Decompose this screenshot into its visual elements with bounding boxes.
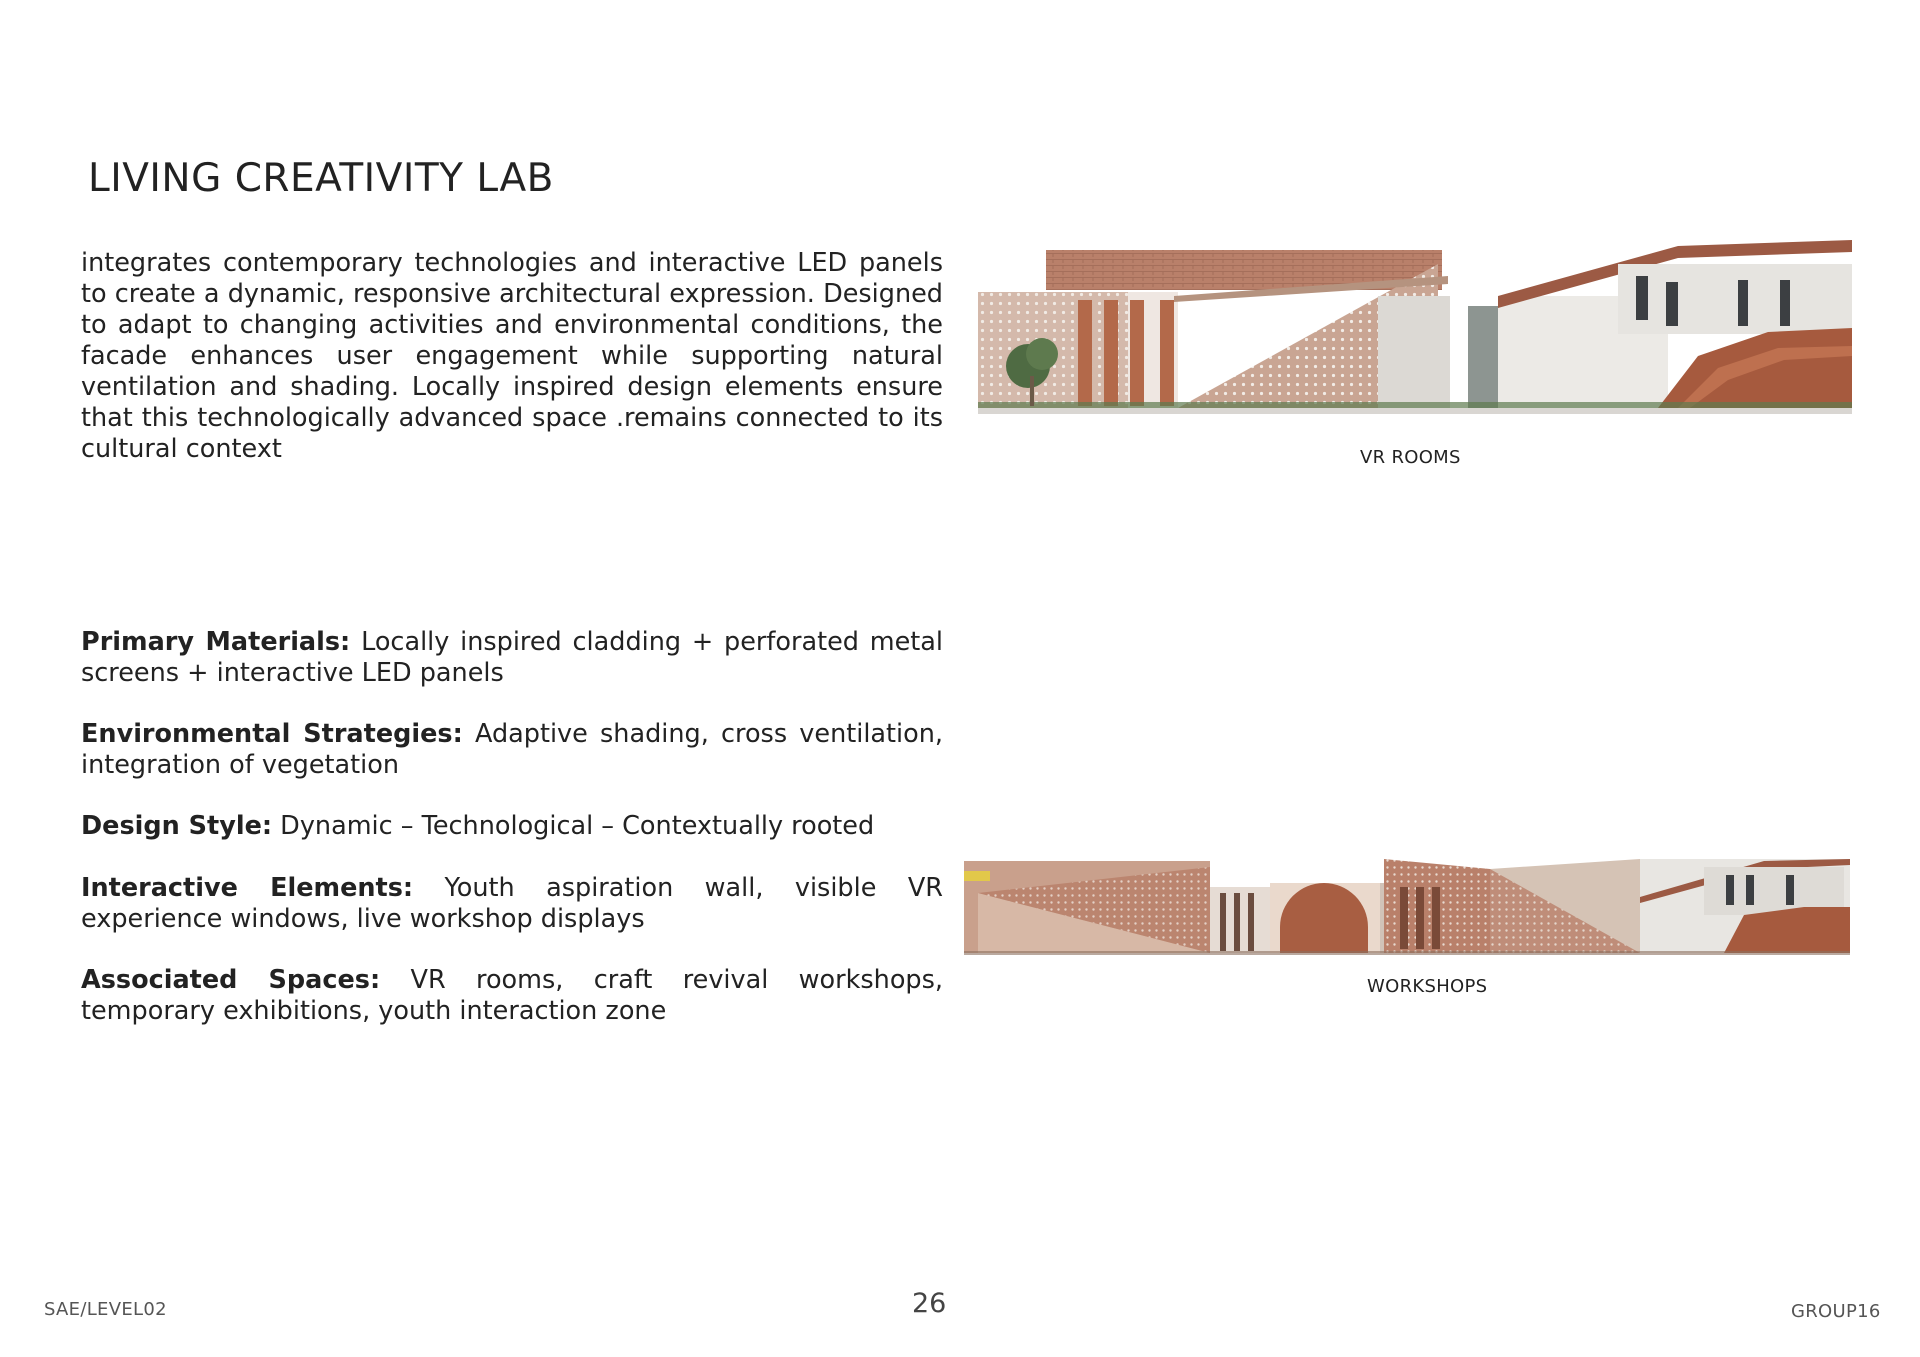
spec-design-style: [81, 811, 943, 842]
spec-primary-materials: [81, 627, 943, 689]
spec-interactive-elements: [81, 873, 943, 935]
spec-text: Youth aspiration wall, visible VR experience windows, live workshop displays: [81, 873, 943, 934]
vr-rooms-caption: VR ROOMS: [1360, 447, 1461, 468]
footer-left: SAE/LEVEL02: [44, 1299, 167, 1320]
spec-text: VR rooms, craft revival workshops, temporary exhibitions, youth interaction zone: [81, 965, 943, 1026]
spec-label: Environmental Strategies:: [81, 719, 463, 749]
spec-label: Design Style:: [81, 811, 273, 841]
page-title: LIVING CREATIVITY LAB: [88, 156, 554, 201]
spec-label: Interactive Elements:: [81, 873, 414, 903]
spec-label: Primary Materials:: [81, 627, 351, 657]
intro-paragraph: integrates contemporary technologies and interactive LED panels to create a dynamic, responsive architectural expression. Designed to adapt to changing activities and environmental conditions, the facade enhances user engagement while supporting natural ventilation and shading. Locally inspired design elements ensure that this technologically advanced space .remains connected to its cultural context: [81, 248, 943, 464]
spec-label: Associated Spaces:: [81, 965, 381, 995]
footer-right: GROUP16: [1791, 1301, 1881, 1322]
spec-environmental-strategies: [81, 719, 943, 781]
vr-rooms-elevation-image: [978, 236, 1852, 422]
spec-text: Dynamic – Technological – Contextually rooted: [272, 811, 875, 841]
workshops-caption: WORKSHOPS: [1367, 976, 1488, 997]
page-number: 26: [912, 1288, 947, 1319]
spec-text: Adaptive shading, cross ventilation, integration of vegetation: [81, 719, 943, 780]
workshops-elevation-image: [964, 857, 1850, 957]
spec-associated-spaces: [81, 965, 943, 1027]
spec-text: Locally inspired cladding + perforated metal screens + interactive LED panels: [81, 627, 943, 688]
